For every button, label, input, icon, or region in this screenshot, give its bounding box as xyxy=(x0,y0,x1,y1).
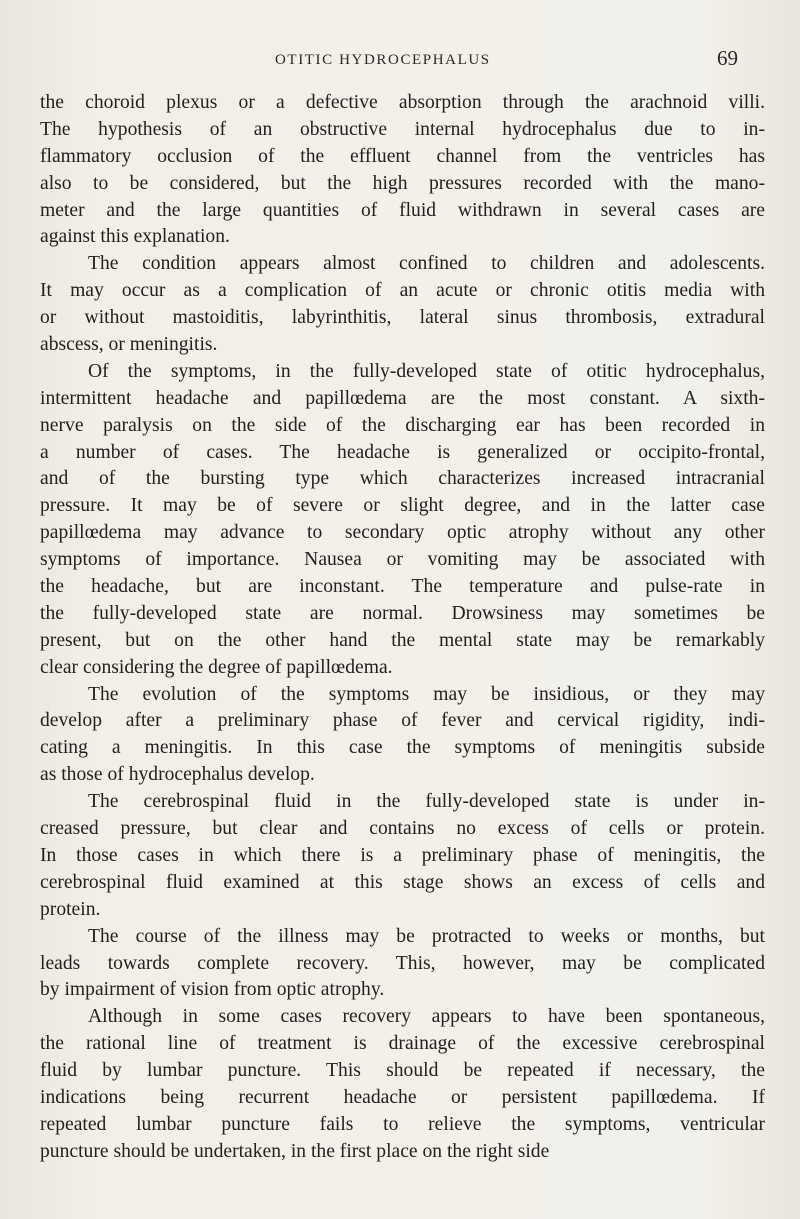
text-line: symptoms of importance. Nausea or vomiting may be associated with xyxy=(40,549,765,571)
text-line: the fully-developed state are normal. Drowsiness may sometimes be xyxy=(40,602,765,624)
paragraph xyxy=(40,251,765,359)
text-line: as those of hydrocephalus develop. xyxy=(40,764,315,786)
text-line: leads towards complete recovery. This, however, may be complicated xyxy=(40,952,765,974)
text-line: fluid by lumbar puncture. This should be repeated if necessary, the xyxy=(40,1060,765,1082)
text-line: meter and the large quantities of fluid withdrawn in several cases are xyxy=(40,199,765,221)
text-line: The cerebrospinal fluid in the fully-developed state is under in- xyxy=(88,791,765,813)
text-line: nerve paralysis on the side of the discharging ear has been recorded in xyxy=(40,414,765,436)
paragraph xyxy=(40,924,765,1005)
text-line: against this explanation. xyxy=(40,226,230,248)
text-line: and of the bursting type which characterizes increased intracranial xyxy=(40,468,765,490)
text-line: The condition appears almost confined to children and adolescents. xyxy=(88,253,765,275)
paragraph xyxy=(40,1004,765,1165)
text-line: present, but on the other hand the mental state may be remarkably xyxy=(40,629,765,651)
text-line: flammatory occlusion of the effluent channel from the ventricles has xyxy=(40,145,765,167)
paragraph xyxy=(40,90,765,251)
text-line: puncture should be undertaken, in the first place on the right side xyxy=(40,1140,550,1162)
text-line: cerebrospinal fluid examined at this stage shows an excess of cells and xyxy=(40,871,765,893)
text-line: It may occur as a complication of an acute or chronic otitis media with xyxy=(40,280,765,302)
text-line: cating a meningitis. In this case the symptoms of meningitis subside xyxy=(40,737,765,759)
paragraph xyxy=(40,359,765,682)
text-line: also to be considered, but the high pressures recorded with the mano- xyxy=(40,172,765,194)
text-line: In those cases in which there is a preliminary phase of meningitis, the xyxy=(40,844,765,866)
paragraph xyxy=(40,682,765,790)
text-line: the headache, but are inconstant. The temperature and pulse-rate in xyxy=(40,576,765,598)
text-line: a number of cases. The headache is generalized or occipito-frontal, xyxy=(40,441,765,463)
text-line: papillœdema may advance to secondary optic atrophy without any other xyxy=(40,522,765,544)
running-head xyxy=(0,46,800,76)
text-line: the choroid plexus or a defective absorption through the arachnoid villi. xyxy=(40,92,765,113)
text-line: Of the symptoms, in the fully-developed state of otitic hydrocephalus, xyxy=(88,360,765,382)
text-line: Although in some cases recovery appears to have been spontaneous, xyxy=(88,1006,765,1028)
text-line: repeated lumbar puncture fails to relieve the symptoms, ventricular xyxy=(40,1113,765,1135)
text-line: by impairment of vision from optic atrophy. xyxy=(40,979,385,1001)
page-number: 69 xyxy=(717,46,738,70)
text-line: creased pressure, but clear and contains no excess of cells or protein. xyxy=(40,818,765,840)
text-line: The hypothesis of an obstructive internal hydrocephalus due to in- xyxy=(40,118,765,140)
text-line: or without mastoiditis, labyrinthitis, lateral sinus thrombosis, extradural xyxy=(40,307,765,329)
body-text xyxy=(40,90,765,1166)
text-line: develop after a preliminary phase of fever and cervical rigidity, indi- xyxy=(40,710,765,732)
text-line: intermittent headache and papillœdema are the most constant. A sixth- xyxy=(40,387,765,409)
text-line: The evolution of the symptoms may be insidious, or they may xyxy=(88,683,765,705)
text-line: the rational line of treatment is drainage of the excessive cerebrospinal xyxy=(40,1033,765,1055)
text-line: The course of the illness may be protracted to weeks or months, but xyxy=(88,925,765,947)
text-line: abscess, or meningitis. xyxy=(40,334,218,356)
text-line: clear considering the degree of papillœdema. xyxy=(40,656,393,678)
paragraph xyxy=(40,789,765,923)
text-line: protein. xyxy=(40,898,101,920)
running-title: OTITIC HYDROCEPHALUS xyxy=(275,52,491,68)
text-line: pressure. It may be of severe or slight degree, and in the latter case xyxy=(40,495,765,517)
text-line: indications being recurrent headache or persistent papillœdema. If xyxy=(40,1086,765,1108)
